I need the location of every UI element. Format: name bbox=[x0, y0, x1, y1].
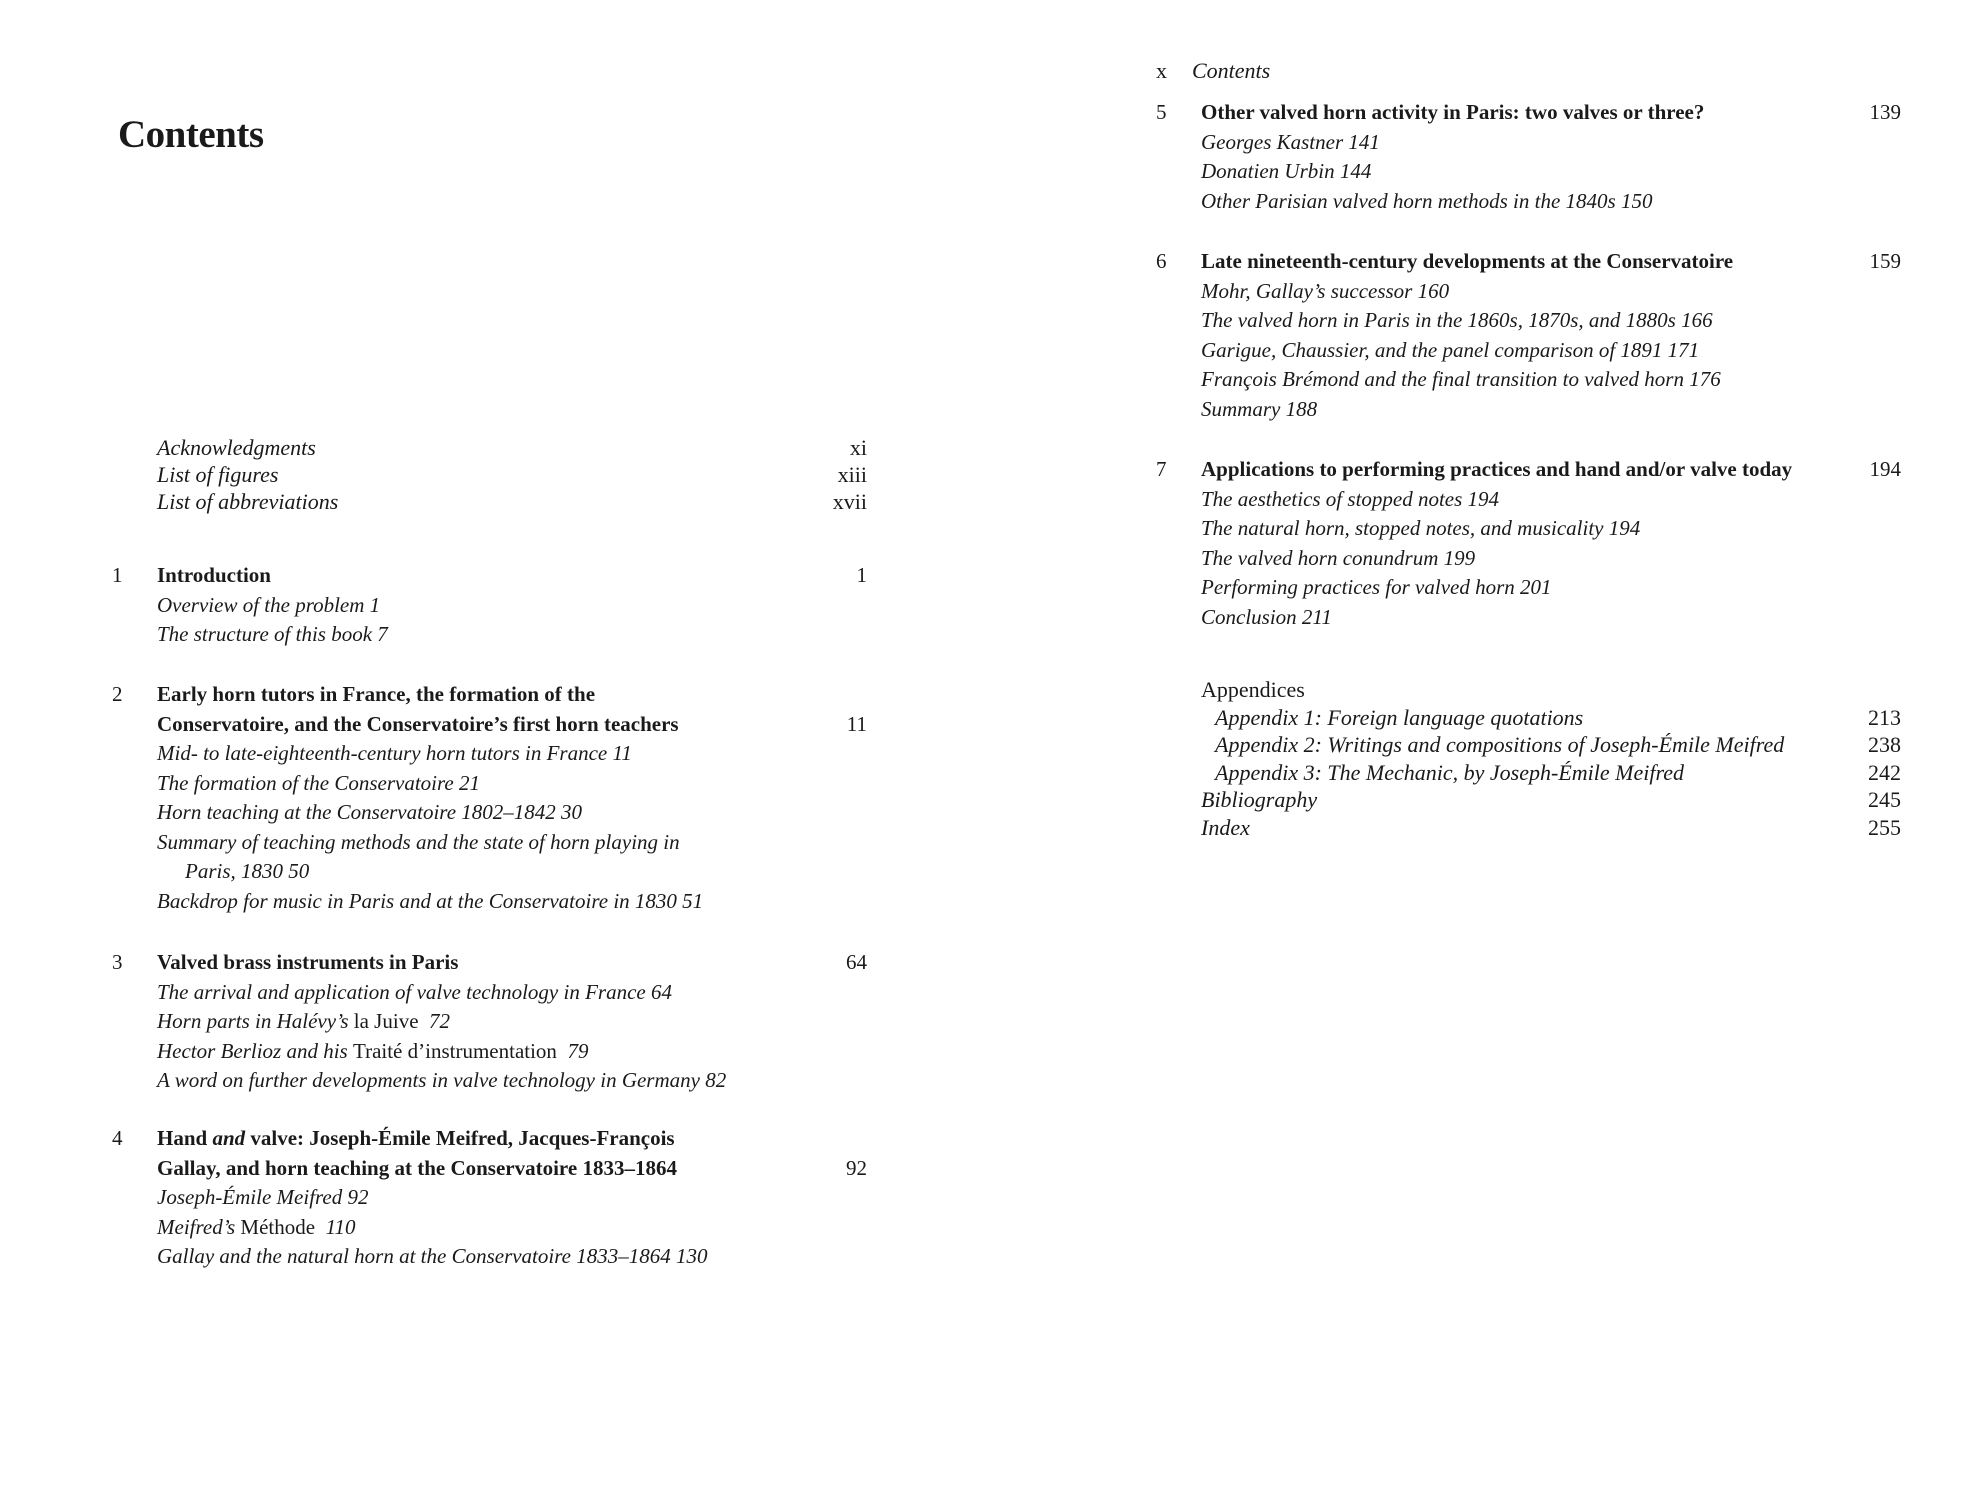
section-entry[interactable]: Summary 188 bbox=[1201, 396, 1318, 421]
section-entry[interactable]: Backdrop for music in Paris and at the Conservatoire in 1830 51 bbox=[157, 888, 704, 913]
section-text: Horn parts in Halévy’s bbox=[157, 1009, 354, 1033]
chapter-2 bbox=[112, 680, 867, 916]
section-entry[interactable]: Donatien Urbin 144 bbox=[1201, 159, 1372, 183]
toc-entry-label: Bibliography bbox=[1201, 787, 1318, 812]
work-title: Traité d’instrumentation bbox=[352, 1038, 557, 1063]
section-list bbox=[112, 591, 867, 650]
section-entry[interactable]: The structure of this book 7 bbox=[157, 622, 388, 646]
chapter-title-line bbox=[157, 1126, 675, 1150]
chapter-number: 2 bbox=[112, 682, 123, 706]
chapter-title-emphasis: and bbox=[212, 1126, 246, 1150]
toc-entry-label: List of figures bbox=[157, 462, 279, 487]
section-entry[interactable]: Mohr, Gallay’s successor 160 bbox=[1201, 278, 1450, 303]
chapter-page: 194 bbox=[1869, 457, 1901, 481]
section-entry-continuation[interactable]: Paris, 1830 50 bbox=[185, 859, 310, 883]
section-entry[interactable]: Conclusion 211 bbox=[1201, 604, 1332, 629]
section-entry[interactable]: Garigue, Chaussier, and the panel comparison of 1891 171 bbox=[1201, 337, 1700, 362]
chapter-heading[interactable] bbox=[1156, 247, 1901, 277]
section-list bbox=[112, 739, 867, 916]
chapter-title: Valved brass instruments in Paris bbox=[157, 950, 459, 974]
chapter-title: Late nineteenth-century developments at the Conservatoire bbox=[1201, 249, 1734, 273]
section-list bbox=[1156, 277, 1901, 425]
appendix-page: 238 bbox=[1868, 732, 1901, 757]
chapter-heading[interactable] bbox=[112, 561, 867, 591]
appendix-page: 242 bbox=[1868, 759, 1901, 785]
section-entry[interactable] bbox=[157, 1037, 867, 1067]
chapter-heading[interactable] bbox=[112, 680, 867, 739]
appendix-entry[interactable] bbox=[1201, 759, 1901, 787]
section-entry[interactable]: Overview of the problem 1 bbox=[157, 592, 381, 617]
appendix-label: Appendix 1: Foreign language quotations bbox=[1215, 704, 1584, 730]
chapter-page: 11 bbox=[846, 711, 867, 736]
chapter-page: 1 bbox=[856, 563, 867, 587]
section-entry[interactable]: The valved horn conundrum 199 bbox=[1201, 545, 1476, 570]
right-page bbox=[987, 0, 1974, 1500]
chapter-5 bbox=[1156, 98, 1901, 216]
section-page: 72 bbox=[418, 1009, 451, 1033]
work-title: la Juive bbox=[353, 1009, 419, 1033]
section-entry[interactable]: The aesthetics of stopped notes 194 bbox=[1201, 486, 1500, 511]
work-title: Méthode bbox=[240, 1214, 316, 1239]
section-entry[interactable]: The natural horn, stopped notes, and musicality 194 bbox=[1201, 516, 1641, 540]
appendix-entry[interactable] bbox=[1201, 704, 1901, 732]
chapter-page: 139 bbox=[1869, 100, 1901, 124]
section-text: Meifred’s bbox=[157, 1214, 241, 1239]
chapter-number: 4 bbox=[112, 1126, 123, 1150]
toc-entry-page: xvii bbox=[832, 489, 867, 514]
front-matter-list bbox=[157, 434, 867, 515]
chapter-title bbox=[157, 680, 787, 739]
chapter-heading[interactable] bbox=[1156, 455, 1901, 485]
section-list bbox=[112, 1183, 867, 1272]
toc-entry-page: xiii bbox=[837, 462, 867, 487]
page-title: Contents bbox=[118, 113, 264, 156]
chapter-number: 6 bbox=[1156, 249, 1167, 273]
chapter-title-line: Gallay, and horn teaching at the Conservatoire 1833–1864 bbox=[157, 1155, 677, 1180]
section-list bbox=[112, 978, 867, 1096]
toc-entry-bibliography[interactable] bbox=[1201, 786, 1901, 814]
chapter-number: 3 bbox=[112, 950, 123, 974]
chapter-4 bbox=[112, 1124, 867, 1272]
section-entry[interactable]: Summary of teaching methods and the state of horn playing in bbox=[157, 829, 680, 854]
toc-entry-page: 245 bbox=[1868, 787, 1901, 812]
chapter-number: 1 bbox=[112, 563, 123, 587]
chapter-1 bbox=[112, 561, 867, 650]
section-entry[interactable]: The formation of the Conservatoire 21 bbox=[157, 770, 480, 795]
section-entry[interactable] bbox=[157, 1007, 867, 1037]
chapter-7 bbox=[1156, 455, 1901, 632]
appendices-list bbox=[1201, 676, 1901, 841]
section-page: 79 bbox=[556, 1038, 589, 1063]
chapter-title-line: Conservatoire, and the Conservatoire’s first horn teachers bbox=[157, 711, 679, 736]
chapter-title-part: valve: Joseph-Émile Meifred, Jacques-François bbox=[245, 1126, 675, 1150]
running-head-title: Contents bbox=[1192, 58, 1271, 83]
chapter-6 bbox=[1156, 247, 1901, 424]
section-entry[interactable]: Other Parisian valved horn methods in the 1840s 150 bbox=[1201, 188, 1653, 213]
chapter-title: Applications to performing practices and hand and/or valve today bbox=[1201, 457, 1793, 481]
chapter-page: 159 bbox=[1869, 249, 1901, 273]
chapter-title bbox=[157, 1124, 787, 1183]
toc-entry-list-of-abbreviations[interactable] bbox=[157, 488, 867, 515]
toc-entry-page: 255 bbox=[1868, 814, 1901, 840]
section-entry[interactable]: Horn teaching at the Conservatoire 1802–1842 30 bbox=[157, 800, 583, 824]
appendix-entry[interactable] bbox=[1201, 731, 1901, 759]
toc-entry-acknowledgments[interactable] bbox=[157, 434, 867, 461]
chapter-heading[interactable] bbox=[112, 948, 867, 978]
appendices-heading: Appendices bbox=[1201, 677, 1305, 702]
section-list bbox=[1156, 128, 1901, 217]
toc-entry-list-of-figures[interactable] bbox=[157, 461, 867, 488]
folio-number: x bbox=[1156, 58, 1167, 83]
chapter-3 bbox=[112, 948, 867, 1096]
section-entry[interactable]: François Brémond and the final transition to valved horn 176 bbox=[1201, 367, 1721, 391]
section-entry[interactable]: The valved horn in Paris in the 1860s, 1870s, and 1880s 166 bbox=[1201, 308, 1713, 332]
toc-entry-label: Acknowledgments bbox=[157, 435, 316, 460]
chapter-title: Other valved horn activity in Paris: two valves or three? bbox=[1201, 100, 1705, 124]
chapter-number: 5 bbox=[1156, 100, 1167, 124]
running-head bbox=[1156, 58, 1270, 84]
section-entry[interactable]: Performing practices for valved horn 201 bbox=[1201, 575, 1552, 599]
chapter-heading[interactable] bbox=[112, 1124, 867, 1183]
toc-entry-label: List of abbreviations bbox=[157, 489, 339, 514]
section-list bbox=[1156, 485, 1901, 633]
toc-entry-page: xi bbox=[849, 435, 867, 460]
section-entry[interactable] bbox=[157, 1213, 867, 1243]
section-entry[interactable]: A word on further developments in valve technology in Germany 82 bbox=[157, 1068, 727, 1092]
appendix-page: 213 bbox=[1868, 704, 1901, 730]
chapter-title: Introduction bbox=[157, 563, 271, 587]
appendix-label: Appendix 2: Writings and compositions of Joseph-Émile Meifred bbox=[1215, 732, 1785, 757]
chapter-title-part: Hand bbox=[157, 1126, 213, 1150]
section-entry[interactable]: Georges Kastner 141 bbox=[1201, 129, 1380, 154]
chapter-page: 64 bbox=[846, 950, 867, 974]
section-entry[interactable]: The arrival and application of valve technology in France 64 bbox=[157, 979, 672, 1004]
toc-entry-index[interactable] bbox=[1201, 814, 1901, 842]
chapter-heading[interactable] bbox=[1156, 98, 1901, 128]
chapter-page: 92 bbox=[846, 1155, 867, 1180]
section-entry[interactable]: Joseph-Émile Meifred 92 bbox=[157, 1185, 369, 1209]
section-entry[interactable]: Gallay and the natural horn at the Conservatoire 1833–1864 130 bbox=[157, 1244, 708, 1268]
section-entry[interactable]: Mid- to late-eighteenth-century horn tutors in France 11 bbox=[157, 741, 632, 765]
appendix-label: Appendix 3: The Mechanic, by Joseph-Émile Meifred bbox=[1215, 759, 1684, 785]
chapter-number: 7 bbox=[1156, 457, 1167, 481]
chapter-title-line: Early horn tutors in France, the formation of the bbox=[157, 682, 596, 706]
section-page: 110 bbox=[315, 1214, 356, 1239]
section-text: Hector Berlioz and his bbox=[157, 1038, 353, 1063]
toc-entry-label: Index bbox=[1201, 814, 1250, 840]
